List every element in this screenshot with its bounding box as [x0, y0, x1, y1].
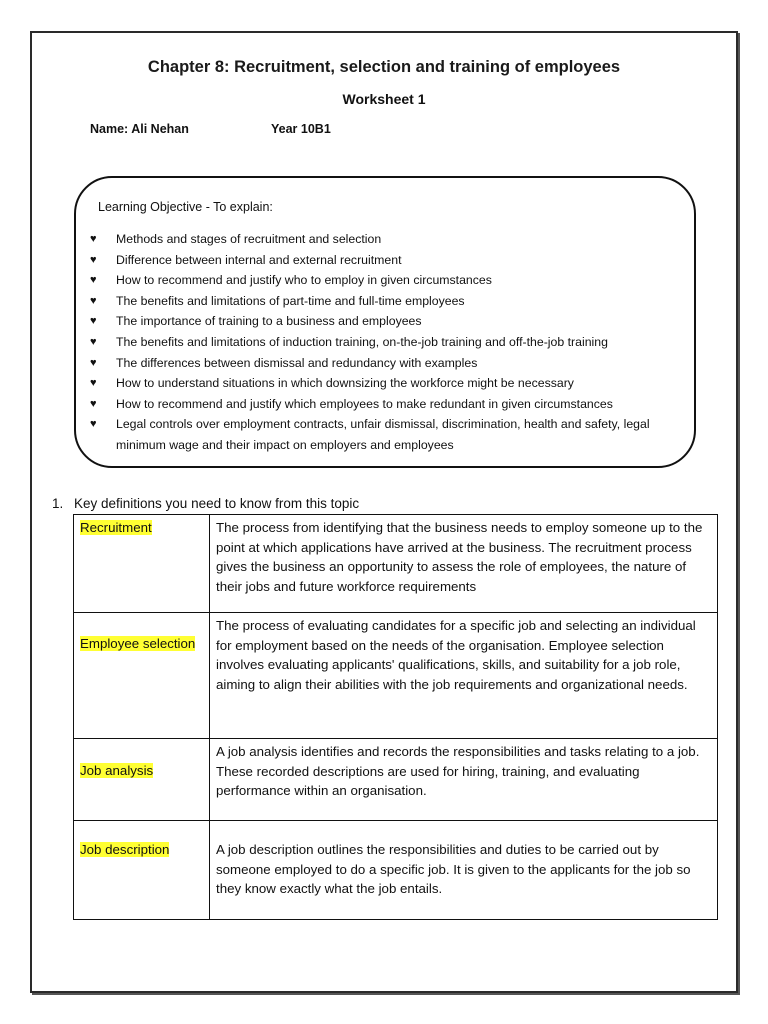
heart-bullet-icon: ♥	[90, 315, 97, 328]
term-label: Recruitment	[80, 520, 152, 535]
worksheet-subtitle: Worksheet 1	[342, 91, 426, 107]
term-cell	[74, 821, 210, 920]
definitions-heading	[52, 496, 359, 511]
term-label: Job description	[80, 842, 170, 857]
definitions-table	[73, 514, 718, 920]
heart-bullet-icon: ♥	[90, 377, 97, 390]
list-item: ♥ Methods and stages of recruitment and selection	[90, 229, 690, 250]
definition-text: A job description outlines the responsibilities and duties to be carried out by someone employed to do a specific job. It is given to the applicants for the job so they know exactly what the job entails.	[216, 842, 691, 896]
term-label: Employee selection	[80, 636, 196, 651]
student-year: Year 10B1	[271, 122, 331, 136]
list-item: ♥ How to recommend and justify who to employ in given circumstances	[90, 270, 690, 291]
term-label: Job analysis	[80, 763, 154, 778]
section-number: 1.	[52, 496, 64, 511]
heart-bullet-icon: ♥	[90, 294, 97, 307]
term-cell	[74, 515, 210, 613]
table-row	[74, 821, 718, 920]
objectives-list	[90, 229, 690, 456]
definition-cell: The process from identifying that the business needs to employ someone up to the point at which applications have arrived at the business. The recruitment process gives the business an opportunity to assess the role of employees, the nature of their jobs and future workforce requirements	[210, 515, 718, 613]
section-heading-text: Key definitions you need to know from this topic	[74, 496, 360, 511]
heart-bullet-icon: ♥	[90, 274, 97, 287]
list-item: ♥ Legal controls over employment contracts, unfair dismissal, discrimination, health and safety, legal minimum wage and their impact on employers and employees	[90, 414, 690, 455]
heart-bullet-icon: ♥	[90, 418, 97, 431]
list-item: ♥ How to understand situations in which downsizing the workforce might be necessary	[90, 373, 690, 394]
heart-bullet-icon: ♥	[90, 356, 97, 369]
list-item: ♥ The differences between dismissal and redundancy with examples	[90, 353, 690, 374]
table-row	[74, 613, 718, 739]
objectives-heading: Learning Objective - To explain:	[98, 200, 273, 214]
table-row	[74, 739, 718, 821]
heart-bullet-icon: ♥	[90, 253, 97, 266]
list-item: ♥ Difference between internal and external recruitment	[90, 250, 690, 271]
student-name: Name: Ali Nehan	[90, 122, 189, 136]
definition-cell: A job analysis identifies and records the responsibilities and tasks relating to a job. These recorded descriptions are used for hiring, training, and evaluating performance within an organisation.	[210, 739, 718, 821]
definition-cell: The process of evaluating candidates for a specific job and selecting an individual for employment based on the needs of the organisation. Employee selection involves evaluating applicants' qualifications, skills, and suitability for a job role, aiming to align their abilities with the job requirements and organizational needs.	[210, 613, 718, 739]
list-item: ♥ The benefits and limitations of part-time and full-time employees	[90, 291, 690, 312]
table-row	[74, 515, 718, 613]
page-title: Chapter 8: Recruitment, selection and training of employees	[147, 58, 621, 76]
term-cell	[74, 613, 210, 739]
list-item: ♥ How to recommend and justify which employees to make redundant in given circumstances	[90, 394, 690, 415]
heart-bullet-icon: ♥	[90, 397, 97, 410]
heart-bullet-icon: ♥	[90, 335, 97, 348]
term-cell	[74, 739, 210, 821]
list-item: ♥ The importance of training to a business and employees	[90, 311, 690, 332]
heart-bullet-icon: ♥	[90, 233, 97, 245]
list-item: ♥ The benefits and limitations of induction training, on-the-job training and off-the-job training	[90, 332, 690, 353]
learning-objectives-box	[74, 176, 696, 468]
definition-cell	[210, 821, 718, 920]
